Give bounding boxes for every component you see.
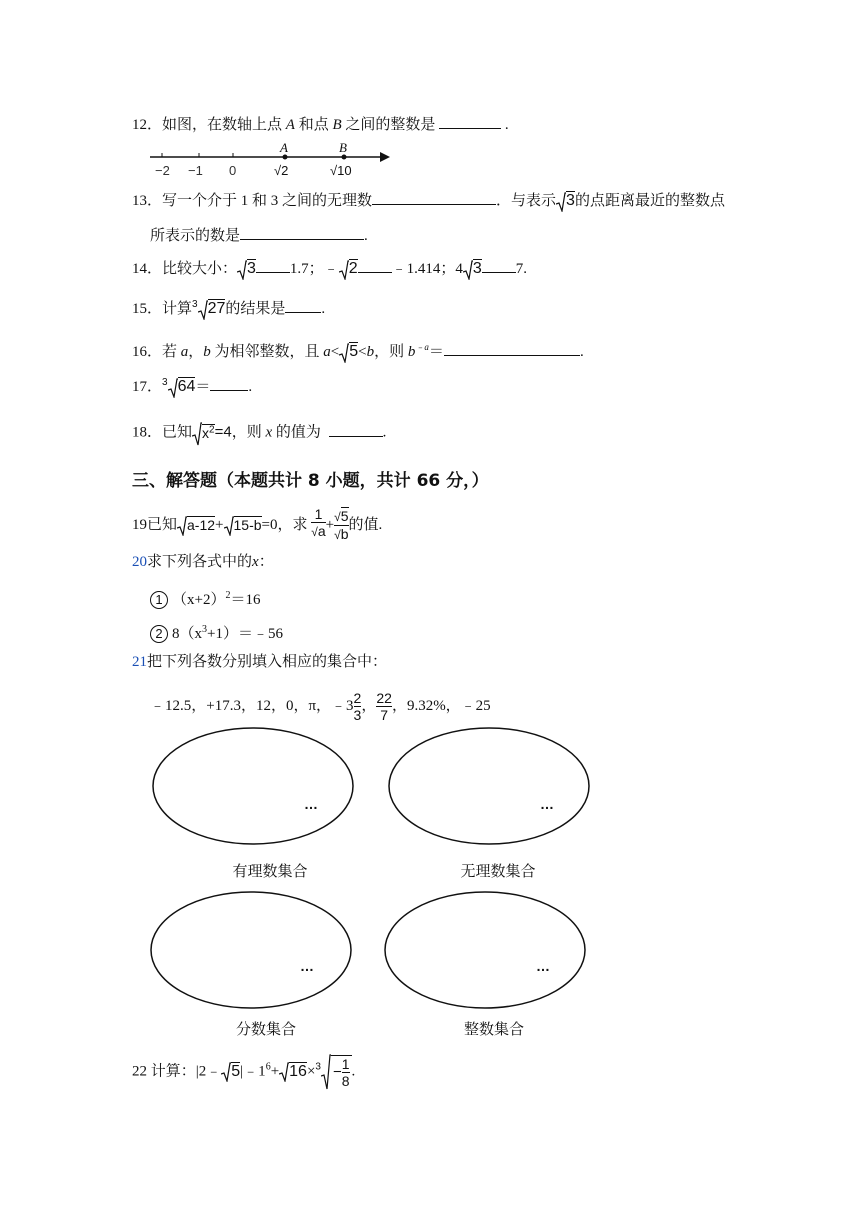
question-19	[132, 505, 383, 543]
set-oval-integer-dots: …	[536, 958, 550, 974]
set-label-fraction: 分数集合	[235, 1020, 296, 1038]
q13-radical	[556, 191, 575, 212]
q16-text-3: ，则	[374, 344, 405, 360]
q22-minus: −	[332, 1063, 342, 1081]
q20-eq-2: 8（x	[172, 626, 203, 642]
axis-point-a-value: √2	[274, 163, 289, 178]
set-oval-rational[interactable]	[150, 724, 360, 850]
q13-text: 13．写一个介于 1 和 3 之间的无理数	[132, 193, 373, 209]
question-21	[132, 652, 387, 672]
q19-f1-denominator: a	[317, 522, 326, 539]
set-label-irrational: 无理数集合	[460, 862, 536, 880]
q19-radicand-2: 15-b	[233, 516, 262, 533]
q22-fraction-numerator: 1	[341, 1056, 350, 1072]
q18-end: .	[382, 424, 387, 441]
q19-plus: +	[215, 516, 224, 533]
q21-fraction-denominator: 7	[380, 707, 389, 723]
tick-label-neg2: −2	[155, 163, 170, 178]
q20-eq-1: （x+2）	[172, 592, 226, 608]
q13-answer-blank-2[interactable]	[240, 225, 364, 240]
q17-answer-blank[interactable]	[210, 376, 248, 391]
q21-text: 把下列各数分别填入相应的集合中：	[147, 654, 388, 670]
question-21-numbers	[150, 690, 491, 723]
question-22	[132, 1054, 355, 1090]
q22-radicand-2: 16	[289, 1062, 307, 1080]
q14-radical-1	[237, 259, 256, 280]
q22-radicand-1: 5	[231, 1062, 241, 1080]
q16-end: .	[579, 344, 584, 360]
set-oval-fraction-dots: …	[300, 958, 314, 974]
q16-exponent: ﹣a	[415, 342, 429, 352]
q17-text: 17．	[132, 379, 163, 395]
q21-mixed-numerator: 2	[353, 690, 362, 706]
q19-number: 19	[132, 516, 147, 533]
q18-text: 18．已知	[132, 424, 193, 441]
q17-end: .	[248, 379, 253, 395]
q18-text-2: ，则	[231, 424, 262, 441]
question-20-part-2	[150, 620, 283, 644]
q14-text-3: ﹣1.414；4	[391, 261, 463, 277]
q22-plus: +	[270, 1063, 280, 1080]
q13-answer-blank-1[interactable]	[372, 190, 496, 205]
axis-point-b-label: B	[339, 140, 347, 155]
q12-text-mid: 和点	[298, 117, 329, 133]
question-20-part-1	[150, 586, 260, 610]
q22-radical-3	[321, 1054, 352, 1090]
q20-text: 求下列各式中的	[147, 554, 253, 570]
q16-var-a: a	[180, 344, 189, 360]
question-15	[132, 295, 325, 320]
q20-var-x: x	[252, 554, 259, 570]
q16-eq: ＝	[428, 344, 444, 360]
q16-answer-blank[interactable]	[444, 341, 580, 356]
q19-text: 已知	[147, 516, 178, 533]
q12-answer-blank[interactable]	[439, 114, 501, 129]
q18-radicand: x	[202, 424, 210, 441]
q16-text-2: 为相邻整数，且	[214, 344, 320, 360]
number-line	[148, 140, 398, 186]
q13-end: .	[364, 228, 368, 244]
axis-point-b-value: √10	[330, 163, 352, 178]
q22-text-2: |﹣1	[240, 1063, 266, 1080]
q14-radical-3	[463, 259, 482, 280]
q19-fraction-2: $\frac{√5}{√b}$	[334, 508, 349, 542]
q22-fraction-denominator: 8	[341, 1073, 350, 1089]
q14-radicand-2: 2	[348, 260, 358, 278]
q16-lt-1: <	[330, 344, 340, 360]
q16-var-a2: a	[323, 344, 331, 360]
q14-radicand-3: 3	[472, 260, 482, 278]
q20-eq-2-exponent: 3	[202, 624, 208, 635]
q22-end: .	[351, 1063, 356, 1080]
q22-exponent: 6	[265, 1061, 271, 1073]
q16-var-b3: b	[407, 344, 416, 360]
q20-colon: ：	[258, 554, 274, 570]
q16-radical	[339, 342, 358, 363]
q13-text-2: ．与表示	[496, 193, 557, 209]
q21-fraction	[376, 690, 392, 723]
q22-text: 22 计算：|2﹣	[132, 1063, 222, 1080]
q22-fraction	[342, 1056, 350, 1089]
set-oval-integer[interactable]	[382, 888, 592, 1014]
q13-text-4: 所表示的数是	[150, 228, 241, 244]
q12-text: 12．如图，在数轴上点	[132, 117, 283, 133]
q20-number: 20	[132, 554, 147, 570]
q21-fraction-numerator: 22	[376, 690, 392, 706]
q22-root-index: 3	[315, 1061, 321, 1073]
q16-sep: ，	[188, 344, 204, 360]
q19-radical-1	[177, 515, 215, 537]
q15-radical	[198, 299, 226, 320]
question-17	[132, 373, 252, 398]
q14-answer-blank-3[interactable]	[482, 258, 516, 273]
question-16	[132, 337, 584, 363]
section-heading-3: 三、解答题（本题共计 8 小题，共计 66 分，）	[132, 471, 489, 491]
q22-radical-1	[221, 1062, 240, 1083]
q21-number: 21	[132, 654, 147, 670]
q14-radical-2	[339, 259, 358, 280]
q12-text-suffix: 之间的整数是	[345, 117, 436, 133]
q21-mixed-denominator: 3	[353, 707, 362, 723]
q16-radicand: 5	[349, 343, 359, 361]
q13-radicand: 3	[566, 192, 575, 210]
q21-comma: ，	[361, 697, 377, 714]
q19-f1-numerator: 1	[314, 505, 323, 522]
q22-times: ×	[306, 1063, 316, 1080]
set-label-integer: 整数集合	[463, 1020, 524, 1038]
q19-text-3: 的值.	[348, 516, 383, 533]
q19-radicand-1: a-12	[187, 516, 216, 533]
q20-circle-2: 2	[150, 625, 168, 643]
q17-eq: ＝	[195, 379, 211, 395]
q15-text-2: 的结果是	[225, 301, 286, 317]
q12-point-a: A	[285, 117, 295, 133]
q19-plus-2: +	[325, 516, 335, 533]
question-14	[132, 258, 527, 280]
q19-f2-denominator: b	[340, 526, 349, 542]
q14-text-4: 7.	[515, 261, 528, 277]
q14-text: 14．比较大小：	[132, 261, 238, 277]
q17-root-index: 3	[162, 377, 168, 388]
q21-numbers-b: ，9.32%，﹣25	[391, 697, 491, 714]
q19-f2-numerator: 5	[340, 508, 349, 524]
question-13-line-2	[150, 225, 368, 246]
q15-end: .	[321, 301, 326, 317]
q19-fraction-1: $\frac{1}{√a}$	[311, 505, 326, 539]
q16-var-b2: b	[366, 344, 375, 360]
q15-answer-blank[interactable]	[285, 298, 321, 313]
q17-radical	[168, 377, 196, 398]
q17-radicand: 64	[177, 378, 196, 396]
q15-text: 15．计算	[132, 301, 193, 317]
q14-answer-blank-2[interactable]	[358, 258, 392, 273]
q18-var-x: x	[265, 424, 273, 441]
q18-text-3: 的值为	[275, 424, 321, 441]
q18-eq: =4	[214, 423, 232, 441]
question-13	[132, 190, 725, 212]
tick-label-0: 0	[229, 163, 237, 178]
q20-eq-2-rhs: +1）＝﹣56	[207, 626, 283, 642]
q13-text-3: 的点距离最近的整数点	[574, 193, 725, 209]
q12-point-b: B	[332, 117, 342, 133]
question-12	[132, 114, 509, 135]
q19-text-2: =0，求	[261, 516, 308, 533]
q15-root-index: 3	[192, 299, 198, 310]
q16-var-b: b	[203, 344, 211, 360]
axis-point-a-label: A	[280, 140, 288, 155]
q22-radical-2	[279, 1062, 307, 1083]
set-oval-rational-dots: …	[304, 796, 318, 812]
question-18	[132, 420, 386, 446]
q18-radical	[192, 420, 215, 446]
tick-label-neg1: −1	[188, 163, 203, 178]
q16-text: 16．若	[132, 344, 178, 360]
q20-eq-1-exponent: 2	[225, 590, 231, 601]
q20-circle-1: 1	[150, 591, 168, 609]
set-oval-irrational-dots: …	[540, 796, 554, 812]
set-oval-irrational[interactable]	[386, 724, 596, 850]
q18-exponent: 2	[209, 424, 215, 435]
q18-answer-blank[interactable]	[329, 422, 383, 437]
q20-eq-1-rhs: ＝16	[230, 592, 261, 608]
question-20	[132, 552, 274, 572]
q21-numbers-a: ﹣12.5，+17.3，12，0，π，﹣3	[150, 697, 354, 714]
q14-text-2: 1.7；﹣	[289, 261, 339, 277]
q12-end: .	[504, 117, 509, 133]
q15-radicand: 27	[207, 300, 226, 318]
set-label-rational: 有理数集合	[232, 862, 308, 880]
q19-radical-2	[224, 515, 262, 537]
q14-radicand-1: 3	[247, 260, 256, 278]
q14-answer-blank-1[interactable]	[256, 258, 290, 273]
q16-lt-2: <	[358, 344, 367, 360]
set-oval-fraction[interactable]	[148, 888, 358, 1014]
